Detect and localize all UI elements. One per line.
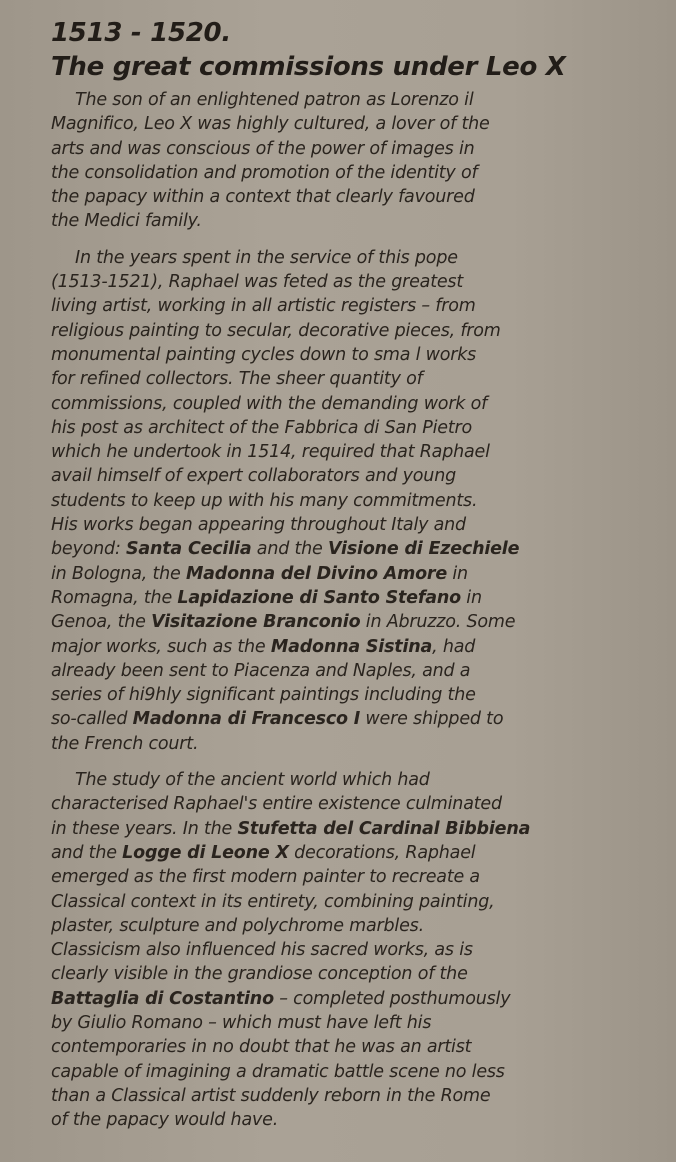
paragraph-2 <box>51 246 656 756</box>
text-line: his post as architect of the Fabbrica di San Pietro <box>51 417 473 438</box>
text-line: already been sent to Piacenza and Naples, and a <box>51 660 471 681</box>
artwork-title: Battaglia di Costantino <box>51 988 274 1009</box>
text-line: Classicism also influenced his sacred works, as is <box>51 940 473 961</box>
text-line: and the Logge di Leone X decorations, Raphael <box>51 842 476 863</box>
text-line: clearly visible in the grandiose conception of the <box>51 964 468 985</box>
text-line: students to keep up with his many commitments. <box>51 490 478 511</box>
text-line: Genoa, the Visitazione Branconio in Abruzzo. Some <box>51 612 516 633</box>
paragraph-1 <box>51 88 656 234</box>
heading-title: The great commissions under Leo X <box>51 52 566 82</box>
text-line: in these years. In the Stufetta del Cardinal Bibbiena <box>51 818 531 839</box>
text-line: (1513-1521), Raphael was feted as the greatest <box>51 272 463 293</box>
text-line: the papacy within a context that clearly favoured <box>51 187 475 208</box>
text-line: Romagna, the Lapidazione di Santo Stefano in <box>51 587 482 608</box>
text-line: In the years spent in the service of this pope <box>75 247 458 268</box>
text-line: the consolidation and promotion of the identity of <box>51 162 478 183</box>
artwork-title: Lapidazione di Santo Stefano <box>177 587 461 608</box>
text-line: series of hi9hly significant paintings including the <box>51 685 476 706</box>
text-line: the Medici family. <box>51 211 202 232</box>
text-line: for refined collectors. The sheer quantity of <box>51 369 423 390</box>
artwork-title: Santa Cecilia <box>126 539 252 560</box>
text-line: Classical context in its entirety, combining painting, <box>51 891 495 912</box>
text-line: Magnifico, Leo X was highly cultured, a lover of the <box>51 114 490 135</box>
text-line: so-called Madonna di Francesco I were shipped to <box>51 709 504 730</box>
artwork-title: Logge di Leone X <box>122 842 289 863</box>
artwork-title: Visione di Ezechiele <box>327 539 520 560</box>
text-line: His works began appearing throughout Italy and <box>51 515 466 536</box>
text-line: religious painting to secular, decorative pieces, from <box>51 320 501 341</box>
text-line: plaster, sculpture and polychrome marbles. <box>51 915 424 936</box>
text-line: avail himself of expert collaborators and young <box>51 466 457 487</box>
text-line: monumental painting cycles down to sma l works <box>51 344 477 365</box>
artwork-title: Madonna del Divino Amore <box>185 563 448 584</box>
artwork-title: Madonna Sistina <box>270 636 433 657</box>
text-line: living artist, working in all artistic registers – from <box>51 296 476 317</box>
artwork-title: Madonna di Francesco I <box>132 709 361 730</box>
text-line: commissions, coupled with the demanding work of <box>51 393 488 414</box>
text-line: Battaglia di Costantino – completed posthumously <box>51 988 511 1009</box>
text-line: The son of an enlightened patron as Lorenzo il <box>75 90 474 110</box>
text-line: by Giulio Romano – which must have left his <box>51 1012 432 1033</box>
text-line: major works, such as the Madonna Sistina, had <box>51 636 476 657</box>
text-line: the French court. <box>51 733 199 754</box>
text-line: than a Classical artist suddenly reborn in the Rome <box>51 1085 491 1106</box>
text-line: capable of imagining a dramatic battle scene no less <box>51 1061 505 1082</box>
text-line: emerged as the first modern painter to recreate a <box>51 867 480 888</box>
text-line: contemporaries in no doubt that he was an artist <box>51 1037 472 1058</box>
text-line: arts and was conscious of the power of images in <box>51 138 475 159</box>
text-line: of the papacy would have. <box>51 1110 279 1131</box>
text-line: in Bologna, the Madonna del Divino Amore in <box>51 563 468 584</box>
paragraph-3 <box>51 768 656 1132</box>
artwork-title: Visitazione Branconio <box>151 612 361 633</box>
text-line: which he undertook in 1514, required that Raphael <box>51 442 490 463</box>
text-line: characterised Raphael's entire existence culminated <box>51 794 502 815</box>
text-line: The study of the ancient world which had <box>75 770 430 791</box>
panel-heading <box>51 16 656 84</box>
heading-dates: 1513 - 1520. <box>51 18 231 48</box>
text-line: beyond: Santa Cecilia and the Visione di Ezechiele <box>51 539 520 560</box>
artwork-title: Stufetta del Cardinal Bibbiena <box>237 818 531 839</box>
